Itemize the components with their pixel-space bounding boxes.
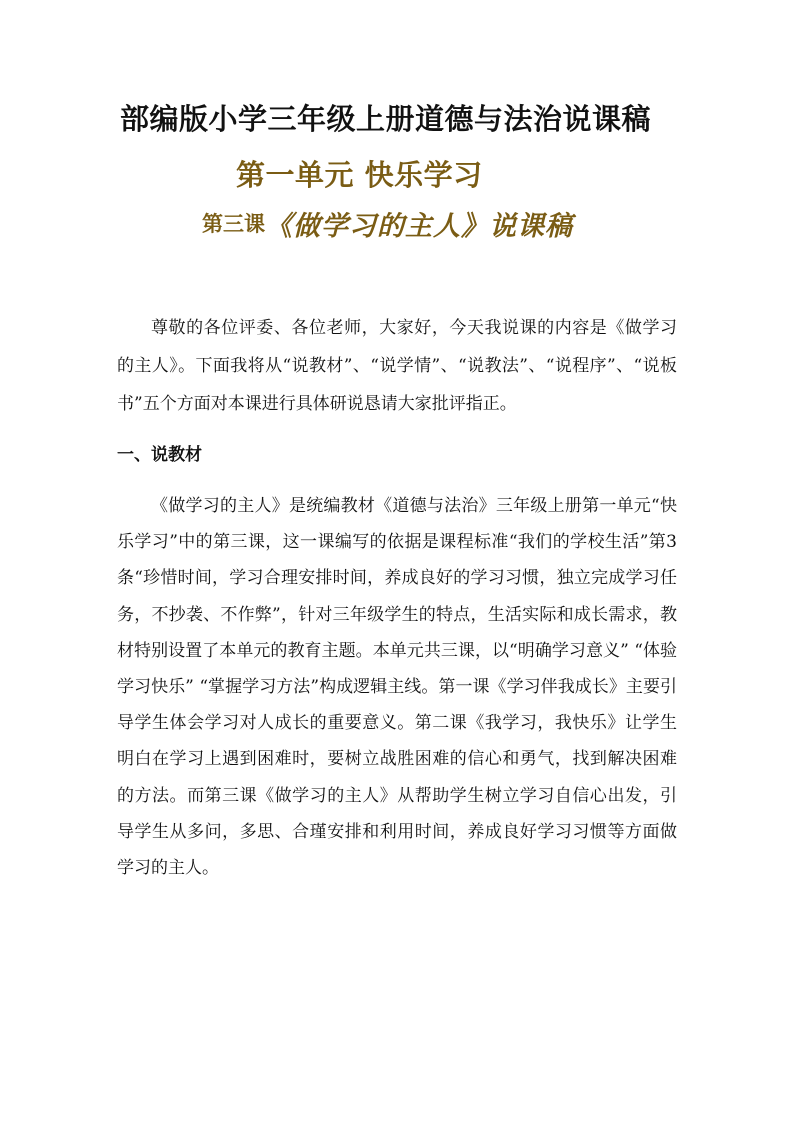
document-title: 部编版小学三年级上册道德与法治说课稿: [120, 102, 652, 136]
section-heading-textbook: 一、说教材: [117, 445, 202, 465]
section-paragraph-textbook: 《做学习的主人》是统编教材《道德与法治》三年级上册第一单元“快乐学习”中的第三课，这一课编写的依据是课程标准“我们的学校生活”第3条“珍惜时间，学习合理安排时间，养成良好的学习习惯，独立完成学习任务，不抄袭、不作弊”，针对三年级学生的特点，生活实际和成长需求，教材特别设置了本单元的教育主题。本单元共三课，以“明确学习意义” “体验学习快乐” “掌握学习方法”构成逻辑主线。第一课《学习伴我成长》主要引导学生体会学习对人成长的重要意义。第二课《我学习，我快乐》让学生明白在学习上遇到困难时，要树立战胜困难的信心和勇气，找到解决困难的方法。而第三课《做学习的主人》从帮助学生树立学习自信心出发，引导学生从多问，多思、合瑾安排和利用时间，养成良好学习习惯等方面做学习的主人。: [117, 496, 677, 879]
lesson-title-name: 《做学习的主人》说课稿: [265, 211, 573, 242]
lesson-title: [0, 204, 794, 243]
intro-paragraph: 尊敬的各位评委、各位老师，大家好，今天我说课的内容是《做学习的主人》。下面我将从“说教材”、“说学情”、“说教法”、“说程序”、“说板书”五个方面对本课进行具体研说恳请大家批评指正。: [117, 318, 677, 414]
lesson-title-prefix: 第三课: [202, 211, 265, 236]
unit-title: 第一单元 快乐学习: [236, 158, 483, 192]
